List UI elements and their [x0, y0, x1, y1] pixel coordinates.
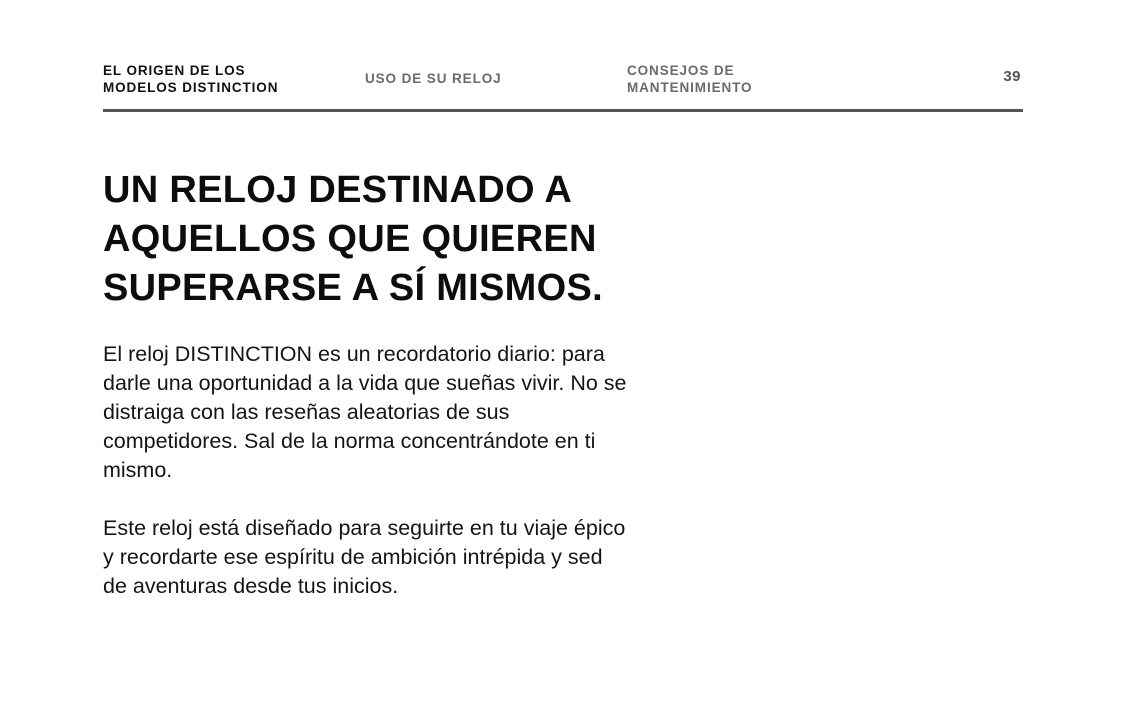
page-header	[103, 60, 1023, 112]
nav-label-line: MODELOS DISTINCTION	[103, 80, 279, 95]
paragraph-line: darle una oportunidad a la vida que sueñas vivir. No se	[103, 371, 627, 395]
body-paragraph-2	[103, 514, 783, 601]
paragraph-line: y recordarte ese espíritu de ambición intrépida y sed	[103, 545, 603, 569]
paragraph-line: El reloj DISTINCTION es un recordatorio diario: para	[103, 342, 605, 366]
paragraph-line: distraiga con las reseñas aleatorias de sus	[103, 400, 510, 424]
paragraph-line: de aventuras desde tus inicios.	[103, 574, 399, 598]
page-number: 39	[1003, 68, 1021, 85]
paragraph-line: Este reloj está diseñado para seguirte en tu viaje épico	[103, 516, 626, 540]
nav-el-origen-de-los-modelos[interactable]	[103, 62, 323, 96]
paragraph-line: competidores. Sal de la norma concentrándote en ti	[103, 429, 596, 453]
nav-label-line: MANTENIMIENTO	[627, 80, 753, 95]
body-paragraph-1	[103, 340, 783, 485]
title-line: SUPERARSE A SÍ MISMOS.	[103, 267, 603, 309]
nav-label-line: CONSEJOS DE	[627, 63, 735, 78]
page-title	[103, 166, 743, 313]
nav-consejos-de-mantenimiento[interactable]	[627, 62, 827, 96]
paragraph-line: mismo.	[103, 458, 173, 482]
title-line: UN RELOJ DESTINADO A	[103, 169, 573, 211]
nav-uso-de-su-reloj[interactable]	[365, 70, 565, 87]
nav-label-line: EL ORIGEN DE LOS	[103, 63, 246, 78]
nav-label-line: USO DE SU RELOJ	[365, 71, 502, 86]
title-line: AQUELLOS QUE QUIEREN	[103, 218, 597, 260]
